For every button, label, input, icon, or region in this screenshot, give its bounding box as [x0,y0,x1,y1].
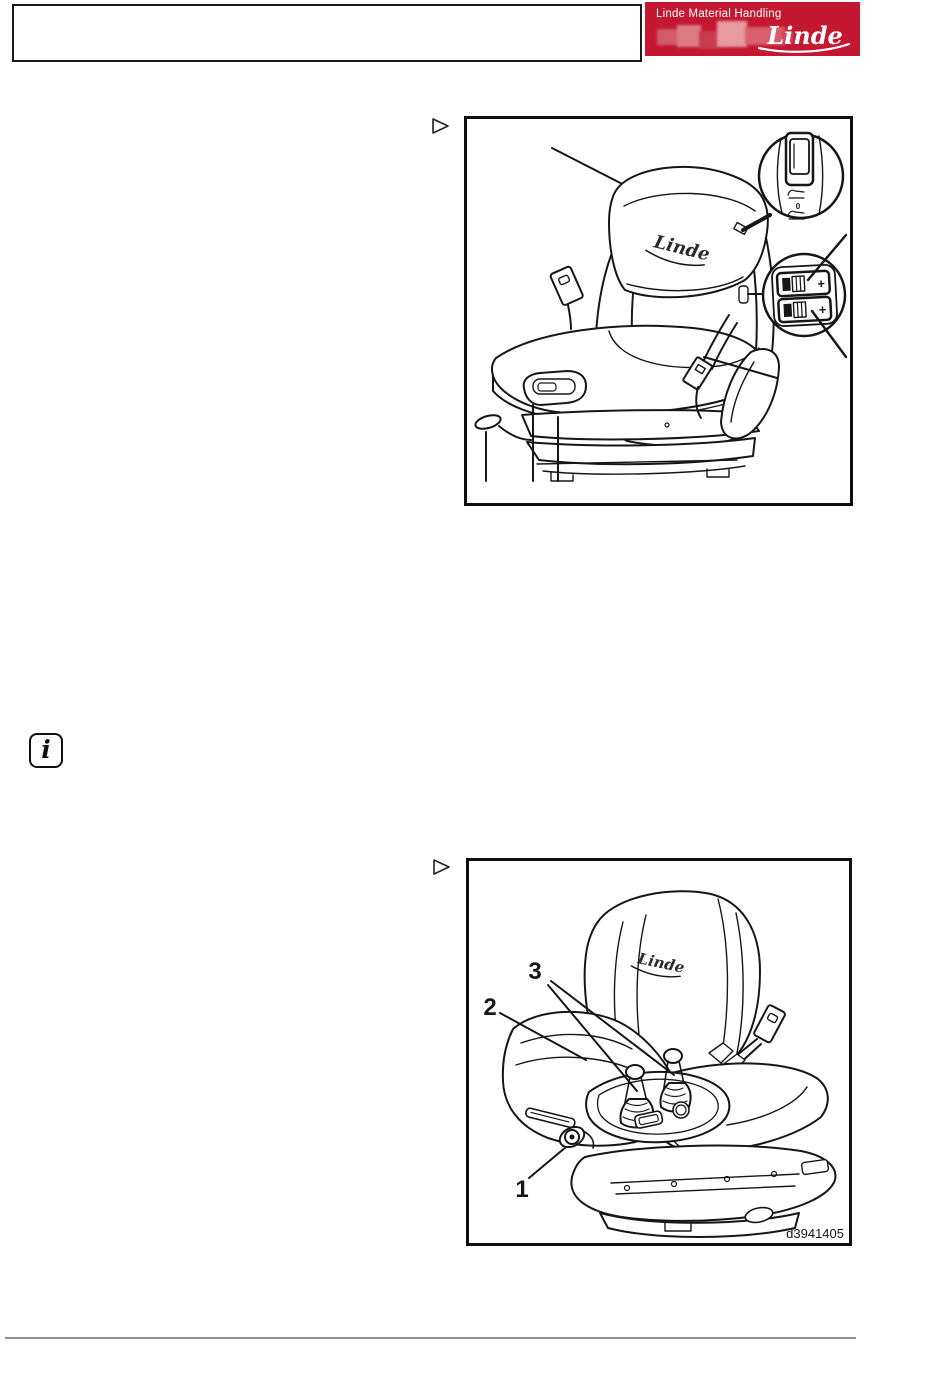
info-icon [29,733,63,768]
linde-logo-icon [751,20,855,54]
lumbar-plus-lower: + [818,301,827,318]
fig2-label-3: 3 [528,958,542,985]
figure-pointer-icon [431,117,451,135]
header-box [12,4,642,62]
brand-bar [645,2,860,56]
linde-logo-text: Linde [767,21,843,50]
brand-tagline: Linde Material Handling [656,8,782,20]
seat-logo-text: Linde [651,231,712,266]
figure-pointer-icon [432,858,452,876]
footer-rule [5,1337,856,1339]
seat-logo-text: Linde [636,949,687,977]
fig2-caption: d3941405 [786,1226,844,1241]
lumbar-plus-upper: + [817,275,826,292]
seat-slide-handle [524,371,586,405]
fig2-label-1: 1 [515,1176,529,1203]
info-icon-glyph: i [41,735,51,764]
fig2-label-2: 2 [483,994,497,1021]
console-plate [586,1072,729,1142]
seatbelt-tongue [550,266,584,329]
heater-zero-label: 0 [795,202,801,211]
figure-seat-adjustments [464,116,853,506]
figure-armrest-console [466,858,852,1246]
seat-base [571,1146,835,1237]
